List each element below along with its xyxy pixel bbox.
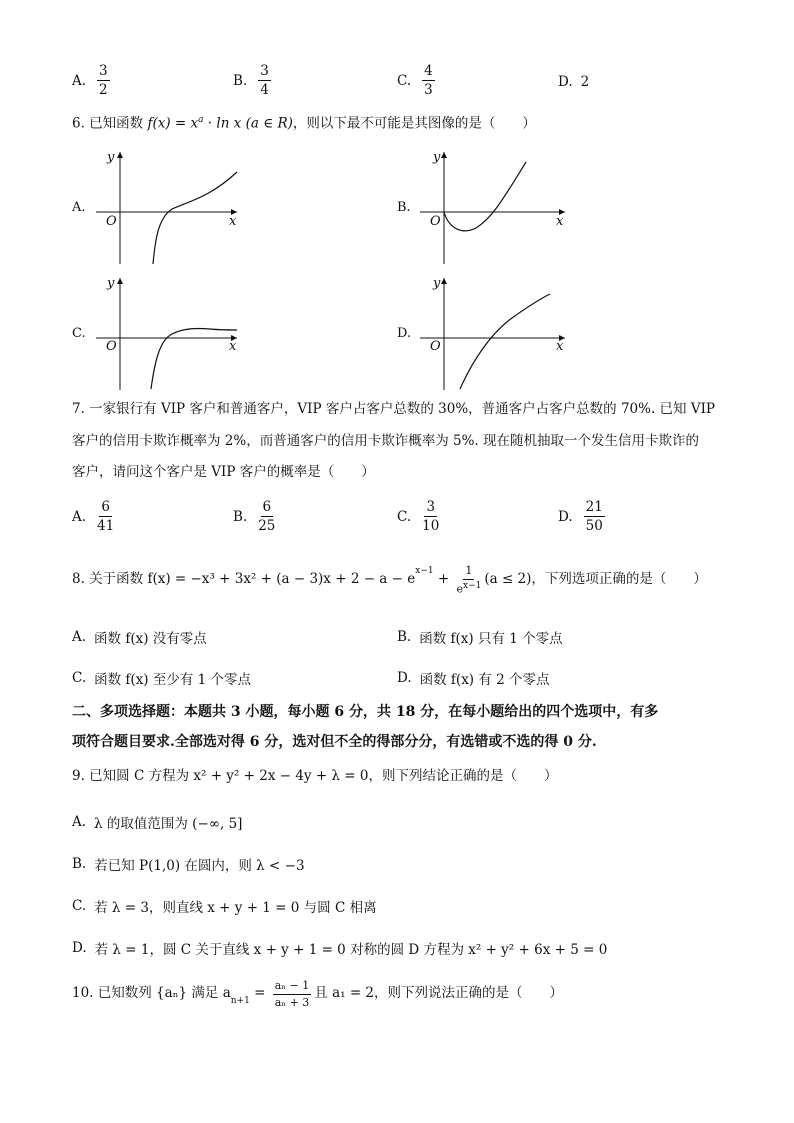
axis-y-label: y (433, 276, 441, 291)
denominator-base: e (456, 582, 463, 596)
q7-line-2: 客户的信用卡欺诈概率为 2%，而普通客户的信用卡欺诈概率为 5%. 现在随机抽取一个发生信用卡欺诈的 (72, 433, 699, 449)
section-2-line-2: 项符合题目要求.全部选对得 6 分，选对但不全的得部分分，有选错或不选的得 0 分. (72, 734, 597, 750)
graph-c[interactable] (92, 272, 242, 392)
origin-label: O (106, 339, 117, 354)
axis-x-label: x (556, 339, 564, 354)
graph-a[interactable] (92, 146, 242, 268)
q7-line-1: 7. 一家银行有 VIP 客户和普通客户，VIP 客户占客户总数的 30%，普通客户占客户总数的 70%. 已知 VIP (72, 401, 716, 417)
option-label: B. (72, 856, 87, 872)
q10-subscript: n+1 (230, 996, 250, 1007)
numerator: aₙ − 1 (273, 980, 312, 995)
option-text: 若已知 P(1,0) 在圆内，则 λ < −3 (94, 858, 305, 874)
option-text: 若 λ = 3，则直线 x + y + 1 = 0 与圆 C 相离 (94, 900, 377, 916)
graph-d-label: D. (397, 326, 412, 341)
q10-stem (72, 980, 563, 1008)
q7-option-a[interactable] (72, 500, 117, 533)
graph-c-label: C. (72, 326, 86, 341)
denominator: 2 (99, 82, 108, 99)
numerator: 1 (463, 565, 474, 580)
q9-option-c[interactable] (72, 896, 377, 916)
q6-stem (72, 116, 536, 131)
q10-suffix: 且 a₁ = 2，则下列说法正确的是（ ） (314, 985, 564, 1002)
origin-label: O (106, 214, 117, 229)
option-label: B. (233, 508, 248, 525)
option-label: A. (72, 72, 87, 89)
fraction (258, 500, 275, 533)
q5-option-c[interactable] (397, 64, 438, 97)
q7-line-3: 客户，请问这个客户是 VIP 客户的概率是（ ） (72, 464, 375, 480)
q5-option-d[interactable] (558, 74, 589, 90)
origin-label: O (430, 214, 441, 229)
q8-exponent: x−1 (415, 566, 434, 576)
option-label: D. (558, 508, 573, 525)
denominator: 25 (258, 518, 276, 535)
option-label: A. (72, 814, 87, 830)
option-text: 函数 f(x) 有 2 个零点 (419, 672, 550, 688)
q8-plus: + (433, 571, 454, 588)
option-text: 2 (580, 74, 590, 90)
option-label: D. (72, 940, 87, 956)
q9-option-a[interactable] (72, 812, 242, 832)
option-label: C. (397, 508, 412, 525)
option-label: C. (72, 670, 87, 686)
graph-a-label: A. (72, 200, 86, 215)
axis-x-label: x (229, 214, 237, 229)
axis-x-label: x (556, 214, 564, 229)
numerator: 3 (258, 64, 271, 81)
fraction (584, 500, 605, 533)
q7-option-b[interactable] (233, 500, 278, 533)
denominator: 4 (260, 82, 269, 99)
option-label: B. (397, 629, 412, 645)
q8-prefix: 8. 关于函数 f(x) = −x³ + 3x² + (a − 3)x + 2 − a − e (72, 571, 416, 588)
q6-suffix: ，则以下最不可能是其图像的是（ ） (292, 115, 536, 132)
q8-option-d[interactable] (397, 668, 550, 688)
graph-b-label: B. (397, 200, 411, 215)
fraction (97, 500, 114, 533)
q6-exponent: a (198, 115, 204, 125)
q5-option-a[interactable] (72, 64, 113, 97)
numerator: 6 (261, 500, 274, 517)
denominator: 50 (585, 518, 603, 535)
numerator: 6 (99, 500, 112, 517)
q5-option-b[interactable] (233, 64, 274, 97)
option-label: C. (397, 72, 412, 89)
q6-func: f(x) = x (147, 115, 199, 132)
denominator: 3 (424, 82, 433, 99)
denominator (456, 580, 481, 595)
q8-option-a[interactable] (72, 627, 207, 647)
axis-y-label: y (107, 150, 115, 165)
axis-y-label: y (107, 276, 115, 291)
q8-option-c[interactable] (72, 668, 251, 688)
option-text: 若 λ = 1，圆 C 关于直线 x + y + 1 = 0 对称的圆 D 方程为 x² + y² + 6x + 5 = 0 (94, 942, 608, 958)
section-2-line-1: 二、多项选择题：本题共 3 小题，每小题 6 分，共 18 分，在每小题给出的四个选项中，有多 (72, 704, 659, 720)
fraction (97, 64, 110, 97)
option-label: A. (72, 508, 87, 525)
fraction (422, 500, 439, 533)
fraction (422, 64, 435, 97)
denominator-exponent: x−1 (463, 580, 482, 591)
option-text: 函数 f(x) 没有零点 (94, 631, 207, 647)
numerator: 4 (422, 64, 435, 81)
denominator: 10 (422, 518, 440, 535)
origin-label: O (430, 339, 441, 354)
option-label: D. (397, 670, 412, 686)
option-text: λ 的取值范围为 (−∞, 5] (94, 816, 243, 832)
axis-x-label: x (229, 339, 237, 354)
q9-option-d[interactable] (72, 938, 607, 958)
option-text: 函数 f(x) 只有 1 个零点 (419, 631, 563, 647)
denominator: 41 (97, 518, 115, 535)
numerator: 3 (424, 500, 437, 517)
option-text: 函数 f(x) 至少有 1 个零点 (94, 672, 252, 688)
q7-option-c[interactable] (397, 500, 442, 533)
q9-stem: 9. 已知圆 C 方程为 x² + y² + 2x − 4y + λ = 0，则下列结论正确的是（ ） (72, 768, 558, 784)
option-label: C. (72, 898, 87, 914)
option-label: D. (558, 74, 573, 90)
q8-suffix: (a ≤ 2)，下列选项正确的是（ ） (484, 571, 707, 588)
q10-prefix: 10. 已知数列 {aₙ} 满足 a (72, 985, 231, 1002)
q6-func-tail: · ln x (a ∈ R) (207, 115, 293, 132)
q8-fraction (456, 565, 481, 595)
numerator: 21 (584, 500, 605, 517)
q6-prefix: 6. 已知函数 (72, 115, 144, 132)
q10-fraction (273, 980, 312, 1008)
q9-option-b[interactable] (72, 854, 305, 874)
option-label: A. (72, 629, 87, 645)
option-label: B. (233, 72, 248, 89)
q7-option-d[interactable] (558, 500, 608, 533)
q10-equals: = (249, 985, 270, 1002)
denominator: aₙ + 3 (274, 995, 310, 1009)
axis-y-label: y (433, 150, 441, 165)
numerator: 3 (97, 64, 110, 81)
q8-stem (72, 565, 707, 595)
q8-option-b[interactable] (397, 627, 563, 647)
fraction (258, 64, 271, 97)
